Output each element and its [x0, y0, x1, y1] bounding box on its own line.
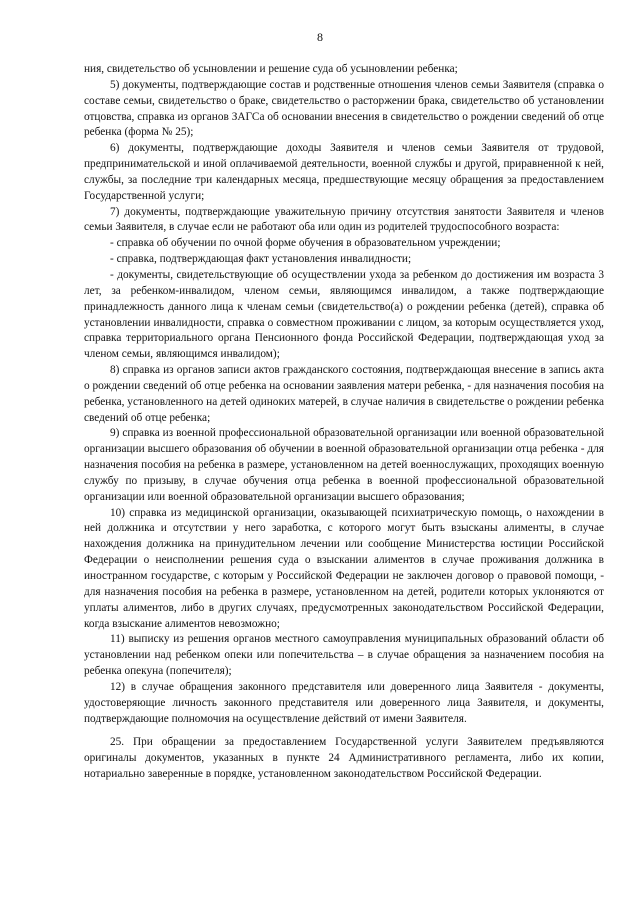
paragraph-item-10: 10) справка из медицинской организации, оказывающей психиатрическую помощь, о нахождении в ней должника и отсутствии у него заработка, с которого могут быть взысканы алименты, в случае нахождения должника на принудительном лечении или сообщение Министерства юстиции Российской Федерации о неисполнении решения суда о взыскании алиментов в случае проживания должника в иностранном государстве, с которым у Российской Федерации не заключен договор о правовой помощи, - для назначения пособия на ребенка в размере, установленном на детей, родители которых уклоняются от уплаты алиментов, либо в других случаях, предусмотренных законодательством Российской Федерации, когда взыскание алиментов невозможно;: [84, 506, 604, 630]
paragraph-item-6: 6) документы, подтверждающие доходы Заявителя и членов семьи Заявителя от трудовой, предпринимательской и иной оплачиваемой деятельности, военной службы и другой, приравненной к ней, службы, за последние три календарных месяца, предшествующие месяцу обращения за предоставлением Государственной услуги;: [84, 142, 604, 202]
paragraph-item-8: 8) справка из органов записи актов гражданского состояния, подтверждающая внесение в запись акта о рождении сведений об отце ребенка на основании заявления матери ребенка, - для назначения пособия на ребенка, установленного на детей одиноких матерей, в случае наличия в свидетельстве о рождении ребенка сведений об отце ребенка;: [84, 364, 604, 424]
paragraph-section-25: 25. При обращении за предоставлением Государственной услуги Заявителем предъявляются оригиналы документов, указанных в пункте 24 Административного регламента, либо их копии, нотариально заверенные в порядке, установленном законодательством Российской Федерации.: [84, 736, 604, 781]
page-number: 8: [317, 30, 323, 44]
paragraph-continuation: ния, свидетельство об усыновлении и решение суда об усыновлении ребенка;: [84, 63, 458, 75]
paragraph-subitem-study: - справка об обучении по очной форме обучения в образовательном учреждении;: [110, 237, 501, 250]
paragraph-subitem-disability: - справка, подтверждающая факт установления инвалидности;: [110, 253, 412, 266]
paragraph-item-7: 7) документы, подтверждающие уважительную причину отсутствия занятости Заявителя и членов семьи Заявителя, в случае если не работают оба или один из родителей трудоспособного возраста:: [84, 205, 604, 234]
paragraph-item-12: 12) в случае обращения законного представителя или доверенного лица Заявителя - документы, удостоверяющие личность законного представителя или доверенного лица Заявителя, и документы, подтверждающие полномочия на осуществление действий от имени Заявителя.: [84, 680, 604, 725]
paragraph-item-11: 11) выписку из решения органов местного самоуправления муниципальных образований области об установлении над ребенком опеки или попечительства – в случае обращения за назначением пособия на ребенка опекуна (попечителя);: [84, 633, 604, 678]
paragraph-subitem-care: - документы, свидетельствующие об осуществлении ухода за ребенком до достижения им возраста 3 лет, за ребенком-инвалидом, членом семьи, являющимся инвалидом, а также подтверждающие принадлежность данного лица к членам семьи (свидетельство(а) о рождении ребенка (детей), справка об установлении инвалидности, справка о совместном проживании с лицом, за которым осуществляется уход, справка территориального органа Пенсионного фонда Российской Федерации, подтверждающая уход за членом семьи, являющимся инвалидом);: [84, 268, 604, 361]
paragraph-item-9: 9) справка из военной профессиональной образовательной организации или военной образовательной организации высшего образования об обучении в военной образовательной организации отца ребенка - для назначения пособия на ребенка в размере, установленном на детей военнослужащих, проходящих военную службу по призыву, в случае обучения отца ребенка в военной профессиональной образовательной организации или военной образовательной организации высшего образования;: [84, 427, 604, 503]
paragraph-item-5: 5) документы, подтверждающие состав и родственные отношения членов семьи Заявителя (справка о составе семьи, свидетельство о браке, свидетельство о расторжении брака, свидетельство об установлении отцовства, справка из органов ЗАГСа об основании внесения в свидетельство о рождении сведений об отце ребенка (форма № 25);: [84, 78, 604, 139]
document-body: [84, 62, 604, 783]
